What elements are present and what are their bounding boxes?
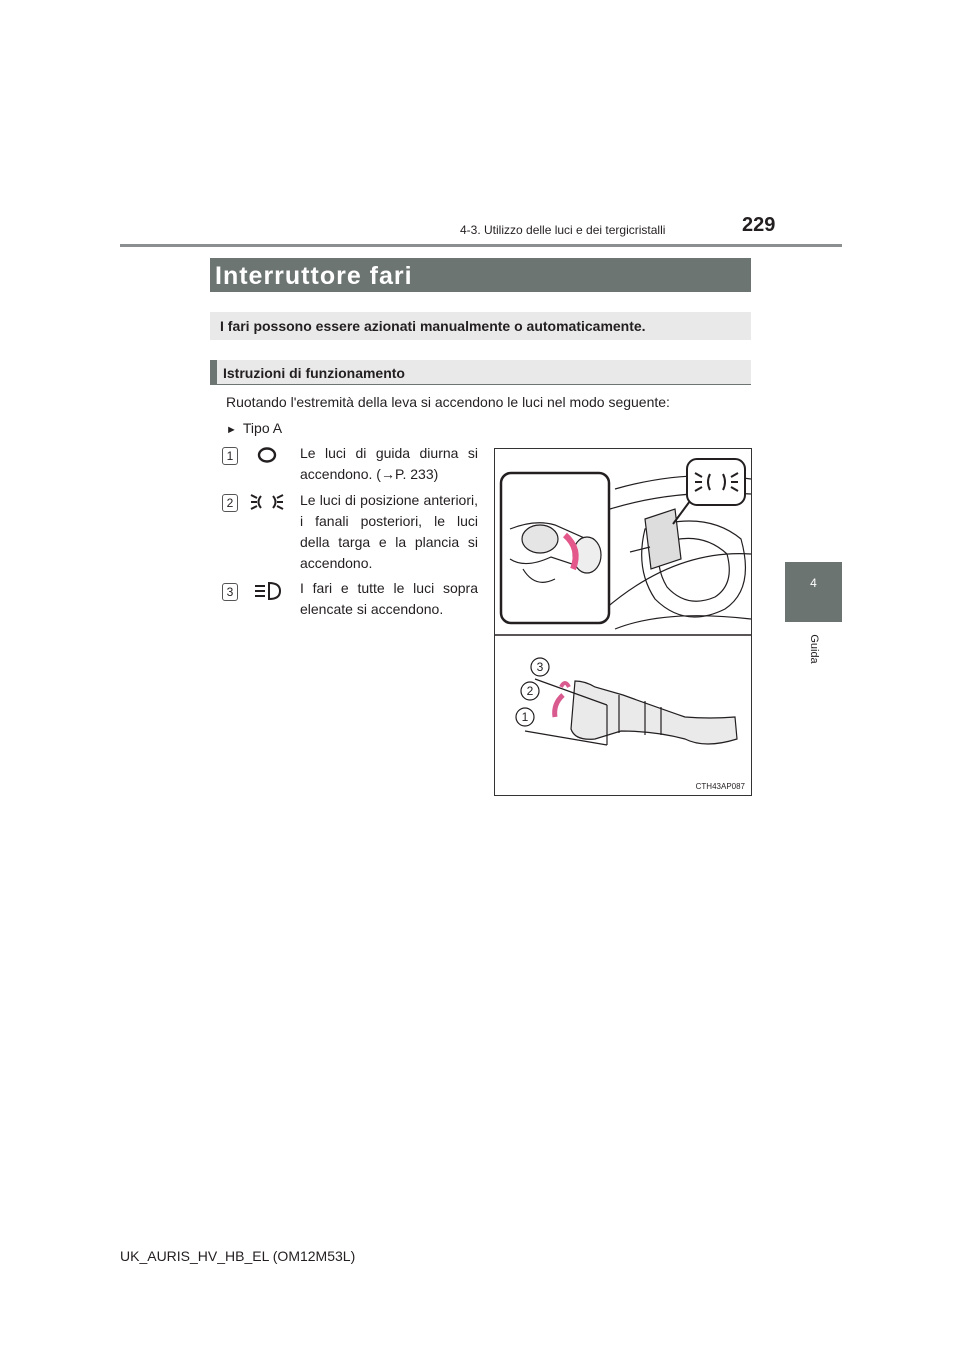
subsection-accent (210, 360, 217, 385)
illustration-code: CTH43AP087 (695, 782, 745, 791)
item-text-3: I fari e tutte le luci sopra elencate si accendono. (300, 580, 478, 617)
header-rule (120, 244, 842, 247)
footer-code: UK_AURIS_HV_HB_EL (OM12M53L) (120, 1248, 356, 1264)
intro-text: I fari possono essere azionati manualmente o automaticamente. (220, 318, 646, 334)
item-text-1: Le luci di guida diurna si accendono. (→P. 233) (300, 445, 478, 482)
lead-paragraph: Ruotando l'estremità della leva si accendono le luci nel modo seguente: (226, 394, 670, 410)
triangle-bullet-icon: ► (226, 424, 237, 436)
type-label: Tipo A (242, 420, 283, 436)
item-number-1: 1 (222, 447, 238, 465)
type-label-row (226, 420, 282, 436)
chapter-number: 4 (810, 576, 817, 590)
drl-lamp-icon (256, 446, 278, 469)
chapter-tab (785, 562, 842, 622)
item-number-2: 2 (222, 494, 238, 512)
headlamp-icon (252, 579, 282, 608)
callout-2: 2 (526, 684, 534, 698)
section-title: Interruttore fari (215, 262, 413, 290)
callout-1: 1 (521, 710, 529, 724)
page-number: 229 (742, 214, 776, 236)
item-number-3: 3 (222, 583, 238, 601)
chapter-label (784, 625, 844, 675)
headlight-switch-illustration (494, 448, 752, 796)
chapter-name: Guida (808, 634, 820, 664)
callout-3: 3 (536, 660, 544, 674)
item-text-2: Le luci di posizione anteriori, i fanali posteriori, le luci della targa e la plancia si accendono. (300, 492, 478, 571)
position-lamp-icon (250, 490, 284, 519)
running-header: 4-3. Utilizzo delle luci e dei tergicristalli (460, 223, 666, 237)
subsection-title: Istruzioni di funzionamento (223, 365, 405, 381)
